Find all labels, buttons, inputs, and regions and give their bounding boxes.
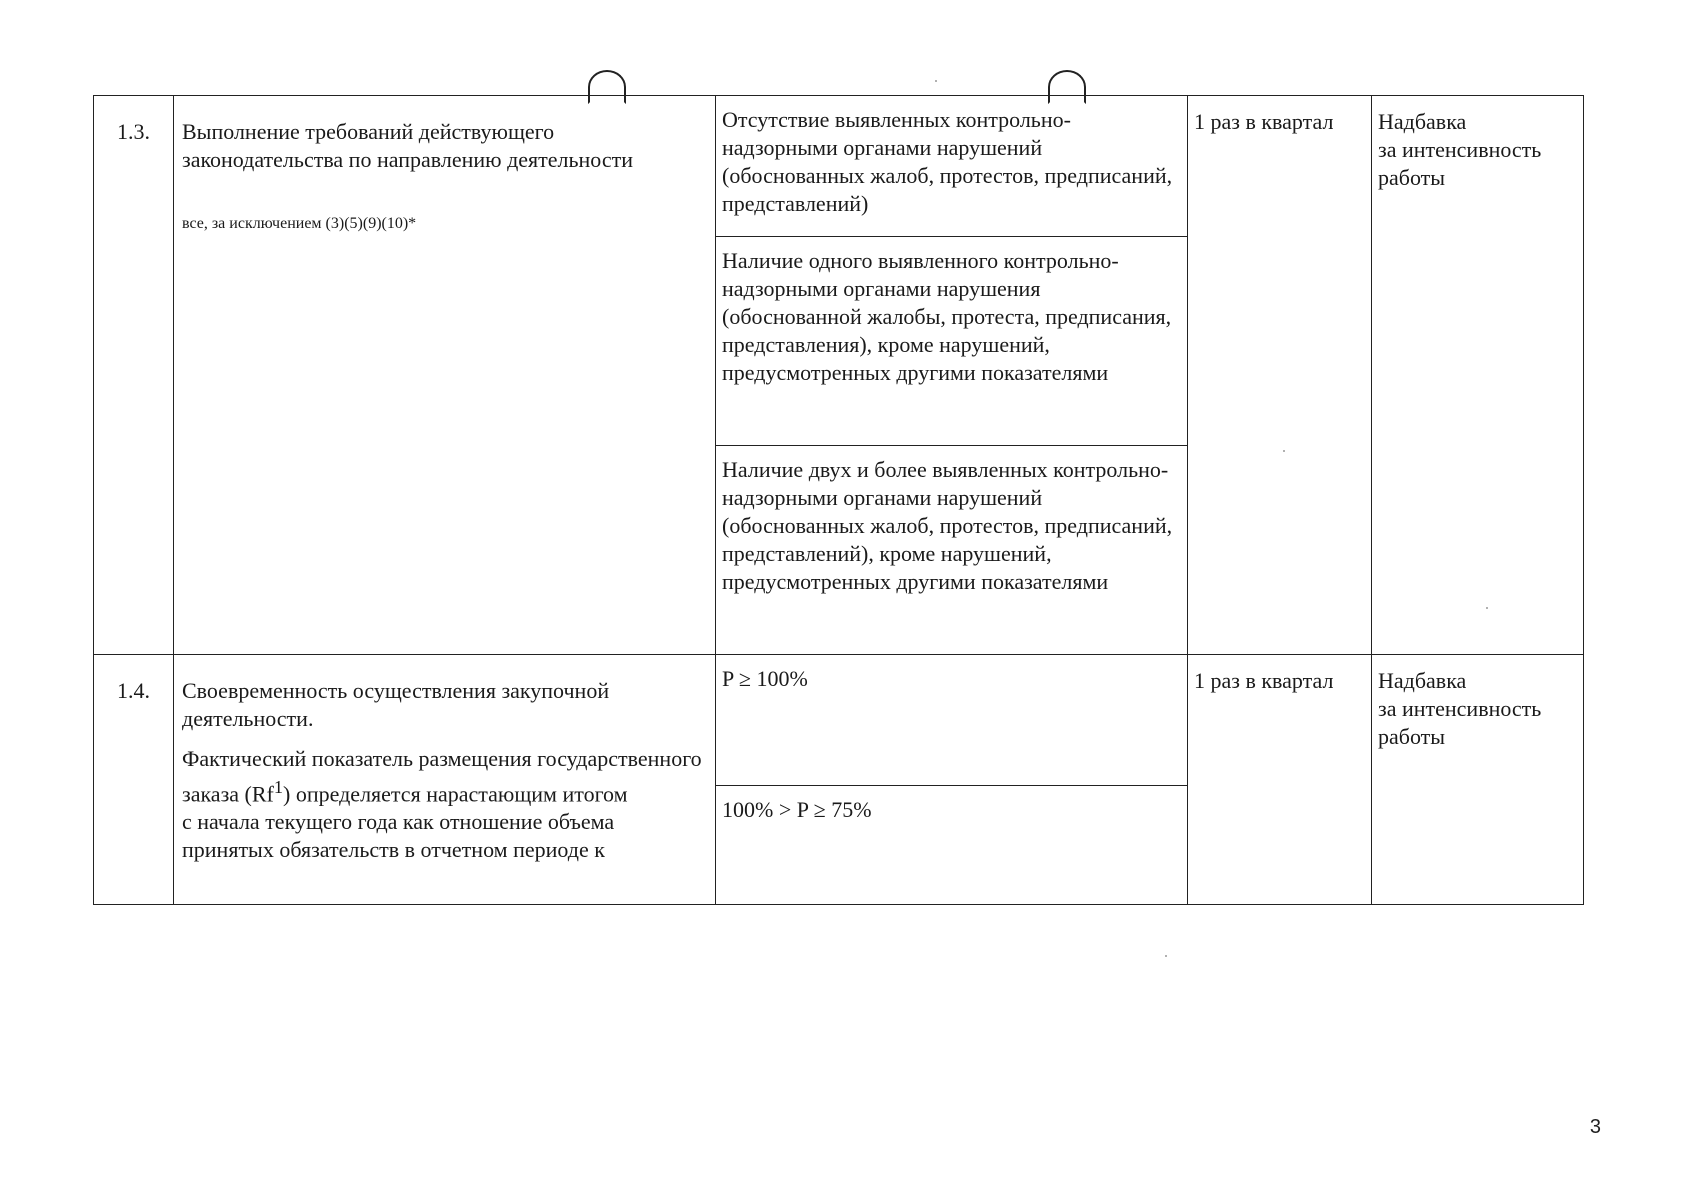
- description-part1: Фактический показатель размещения государственного заказа (Rf: [182, 746, 702, 807]
- payment-type-cell: [1372, 96, 1584, 655]
- description-superscript: 1: [273, 777, 284, 797]
- indicator-description: [182, 745, 707, 808]
- criterion-cell: Наличие одного выявленного контрольно-надзорными органами нарушения (обоснованной жалобы, протеста, предписания, представления), кроме нарушений, предусмотренных другими показателями: [716, 237, 1188, 446]
- indicators-table: [93, 95, 1584, 905]
- table-row: [94, 655, 1584, 786]
- payment-type-line1: Надбавка: [1378, 109, 1467, 134]
- criterion-cell: Отсутствие выявленных контрольно-надзорными органами нарушений (обоснованных жалоб, протестов, предписаний, представлений): [716, 96, 1188, 237]
- criterion-cell: P ≥ 100%: [716, 655, 1188, 786]
- scan-speck: [1283, 450, 1285, 452]
- indicator-description-continued: с начала текущего года как отношение объема принятых обязательств в отчетном периоде к: [182, 809, 615, 863]
- payment-type-line2: за интенсивность работы: [1378, 137, 1542, 190]
- criterion-cell: Наличие двух и более выявленных контрольно-надзорными органами нарушений (обоснованных жалоб, протестов, предписаний, представлений), кроме нарушений, предусмотренных другими показателями: [716, 446, 1188, 655]
- frequency-cell: 1 раз в квартал: [1188, 655, 1372, 905]
- payment-type-line2: за интенсивность работы: [1378, 696, 1542, 749]
- indicator-note: все, за исключением (3)(5)(9)(10)*: [182, 215, 417, 232]
- scan-speck: [1486, 607, 1488, 609]
- indicator-name: Своевременность осуществления закупочной деятельности.: [182, 678, 610, 731]
- description-part2: ) определяется нарастающим итогом: [283, 781, 628, 807]
- indicator-name-cell: [174, 96, 716, 655]
- payment-type-line1: Надбавка: [1378, 668, 1467, 693]
- row-number: 1.3.: [94, 96, 174, 655]
- scan-speck: [935, 80, 937, 82]
- payment-type-cell: [1372, 655, 1584, 905]
- scan-speck: [1165, 955, 1167, 957]
- indicator-name: Выполнение требований действующего законодательства по направлению деятельности: [182, 119, 634, 172]
- page-number: 3: [1589, 1116, 1601, 1138]
- row-number: 1.4.: [94, 655, 174, 905]
- table-row: [94, 96, 1584, 237]
- indicator-name-cell: [174, 655, 716, 905]
- criterion-cell: 100% > P ≥ 75%: [716, 786, 1188, 905]
- frequency-cell: 1 раз в квартал: [1188, 96, 1372, 655]
